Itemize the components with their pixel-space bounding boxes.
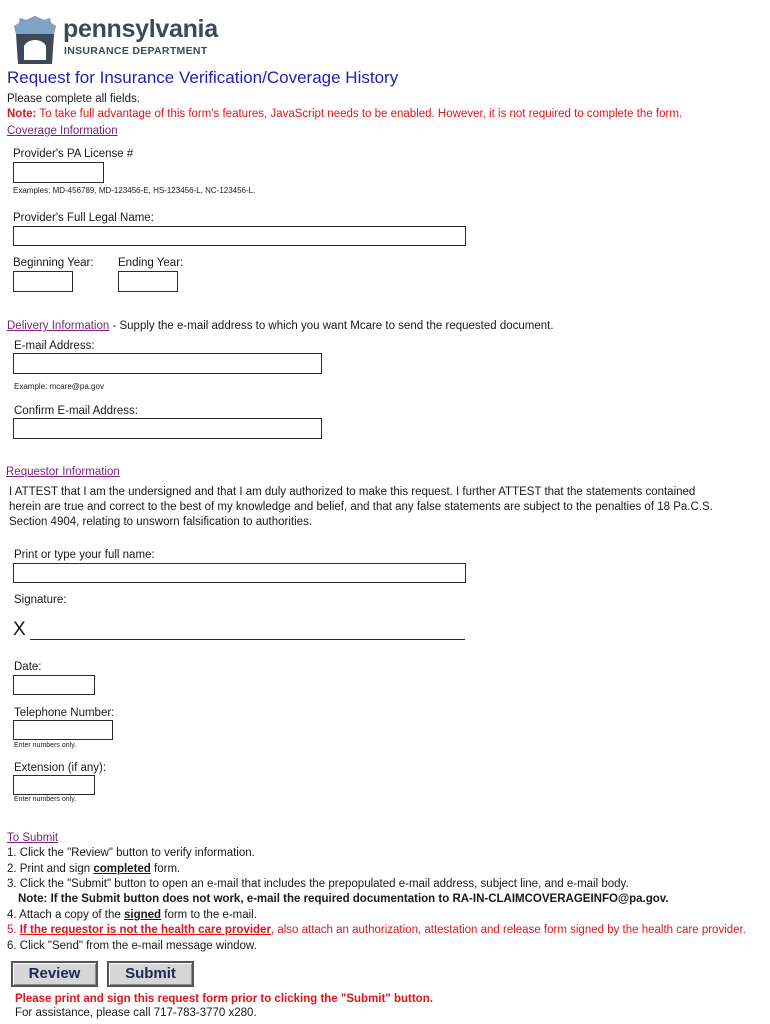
end-year-label: Ending Year:	[118, 257, 184, 269]
telephone-label: Telephone Number:	[14, 707, 115, 719]
keystone-logo-icon	[12, 16, 58, 64]
begin-year-label: Beginning Year:	[13, 257, 94, 269]
confirm-email-input[interactable]	[13, 418, 322, 439]
coverage-heading: Coverage Information	[7, 125, 118, 137]
step-5-post: , also attach an authorization, attestation and release form signed by the health care provider.	[270, 924, 746, 936]
step-4-bold: signed	[124, 909, 162, 921]
step-4	[7, 909, 257, 921]
note-label: Note:	[7, 108, 37, 120]
telephone-hint: Enter numbers only.	[14, 742, 77, 749]
email-label: E-mail Address:	[14, 340, 95, 352]
attest-line-2: herein are true and correct to the best of my knowledge and belief, and that any false statements are subject to the penalties of 18 Pa.C.S.	[9, 501, 713, 513]
step-3-note: Note: If the Submit button does not work, e-mail the required documentation to RA-IN-CLAIMCOVERAGEINFO@pa.gov.	[18, 893, 669, 905]
delivery-heading: Delivery Information	[7, 320, 110, 332]
attest-line-1: I ATTEST that I am the undersigned and that I am duly authorized to make this request. I further ATTEST that the statements contained	[9, 486, 696, 498]
signature-x-mark: X	[13, 619, 26, 640]
delivery-heading-line	[7, 320, 554, 332]
date-label: Date:	[14, 661, 42, 673]
license-label: Provider's PA License #	[13, 148, 134, 160]
step-2-pre: 2. Print and sign	[7, 863, 94, 875]
signature-label: Signature:	[14, 594, 67, 606]
full-name-label: Print or type your full name:	[14, 549, 155, 561]
legal-name-label: Provider's Full Legal Name:	[13, 212, 154, 224]
step-5	[7, 924, 746, 936]
print-sign-warning: Please print and sign this request form prior to clicking the "Submit" button.	[15, 993, 433, 1005]
email-example: Example: mcare@pa.gov	[14, 382, 104, 391]
step-4-post: form to the e-mail.	[161, 909, 257, 921]
extension-label: Extension (if any):	[14, 762, 107, 774]
confirm-email-label: Confirm E-mail Address:	[14, 405, 138, 417]
legal-name-input[interactable]	[13, 226, 466, 246]
assistance-text: For assistance, please call 717-783-3770 x280.	[15, 1007, 257, 1019]
step-2	[7, 863, 180, 875]
page-title: Request for Insurance Verification/Coverage History	[7, 68, 399, 87]
submit-heading: To Submit	[7, 832, 59, 844]
full-name-input[interactable]	[13, 563, 466, 583]
email-input[interactable]	[13, 353, 322, 374]
step-5-num: 5.	[7, 924, 20, 936]
note-text: To take full advantage of this form's features, JavaScript needs to be enabled. However, it is not required to complete the form.	[39, 108, 683, 120]
step-3: 3. Click the "Submit" button to open an e-mail that includes the prepopulated e-mail address, subject line, and e-mail body.	[7, 878, 629, 890]
javascript-note	[7, 108, 682, 120]
delivery-description: - Supply the e-mail address to which you want Mcare to send the requested document.	[109, 320, 554, 332]
license-examples: Examples: MD-456789, MD-123456-E, HS-123456-L, NC-123456-L.	[13, 186, 256, 195]
submit-button[interactable]: Submit	[107, 961, 194, 987]
intro-text: Please complete all fields.	[7, 93, 140, 105]
requestor-heading: Requestor Information	[6, 466, 120, 478]
logo-name: pennsylvania	[63, 15, 218, 43]
step-6: 6. Click "Send" from the e-mail message window.	[7, 940, 257, 952]
step-2-bold: completed	[93, 863, 151, 875]
extension-input[interactable]	[13, 775, 95, 795]
extension-hint: Enter numbers only.	[14, 796, 77, 803]
attest-line-3: Section 4904, relating to unsworn falsification to authorities.	[9, 516, 313, 528]
logo-subtitle: INSURANCE DEPARTMENT	[64, 45, 208, 57]
end-year-input[interactable]	[118, 271, 178, 292]
license-input[interactable]	[13, 162, 104, 183]
begin-year-input[interactable]	[13, 271, 73, 292]
step-5-bold: If the requestor is not the health care provider	[19, 924, 271, 936]
signature-line[interactable]	[30, 626, 465, 640]
telephone-input[interactable]	[13, 720, 113, 740]
review-button[interactable]: Review	[11, 961, 98, 987]
step-1: 1. Click the "Review" button to verify information.	[7, 847, 255, 859]
step-4-pre: 4. Attach a copy of the	[7, 909, 124, 921]
step-2-post: form.	[150, 863, 181, 875]
date-input[interactable]	[13, 675, 95, 695]
